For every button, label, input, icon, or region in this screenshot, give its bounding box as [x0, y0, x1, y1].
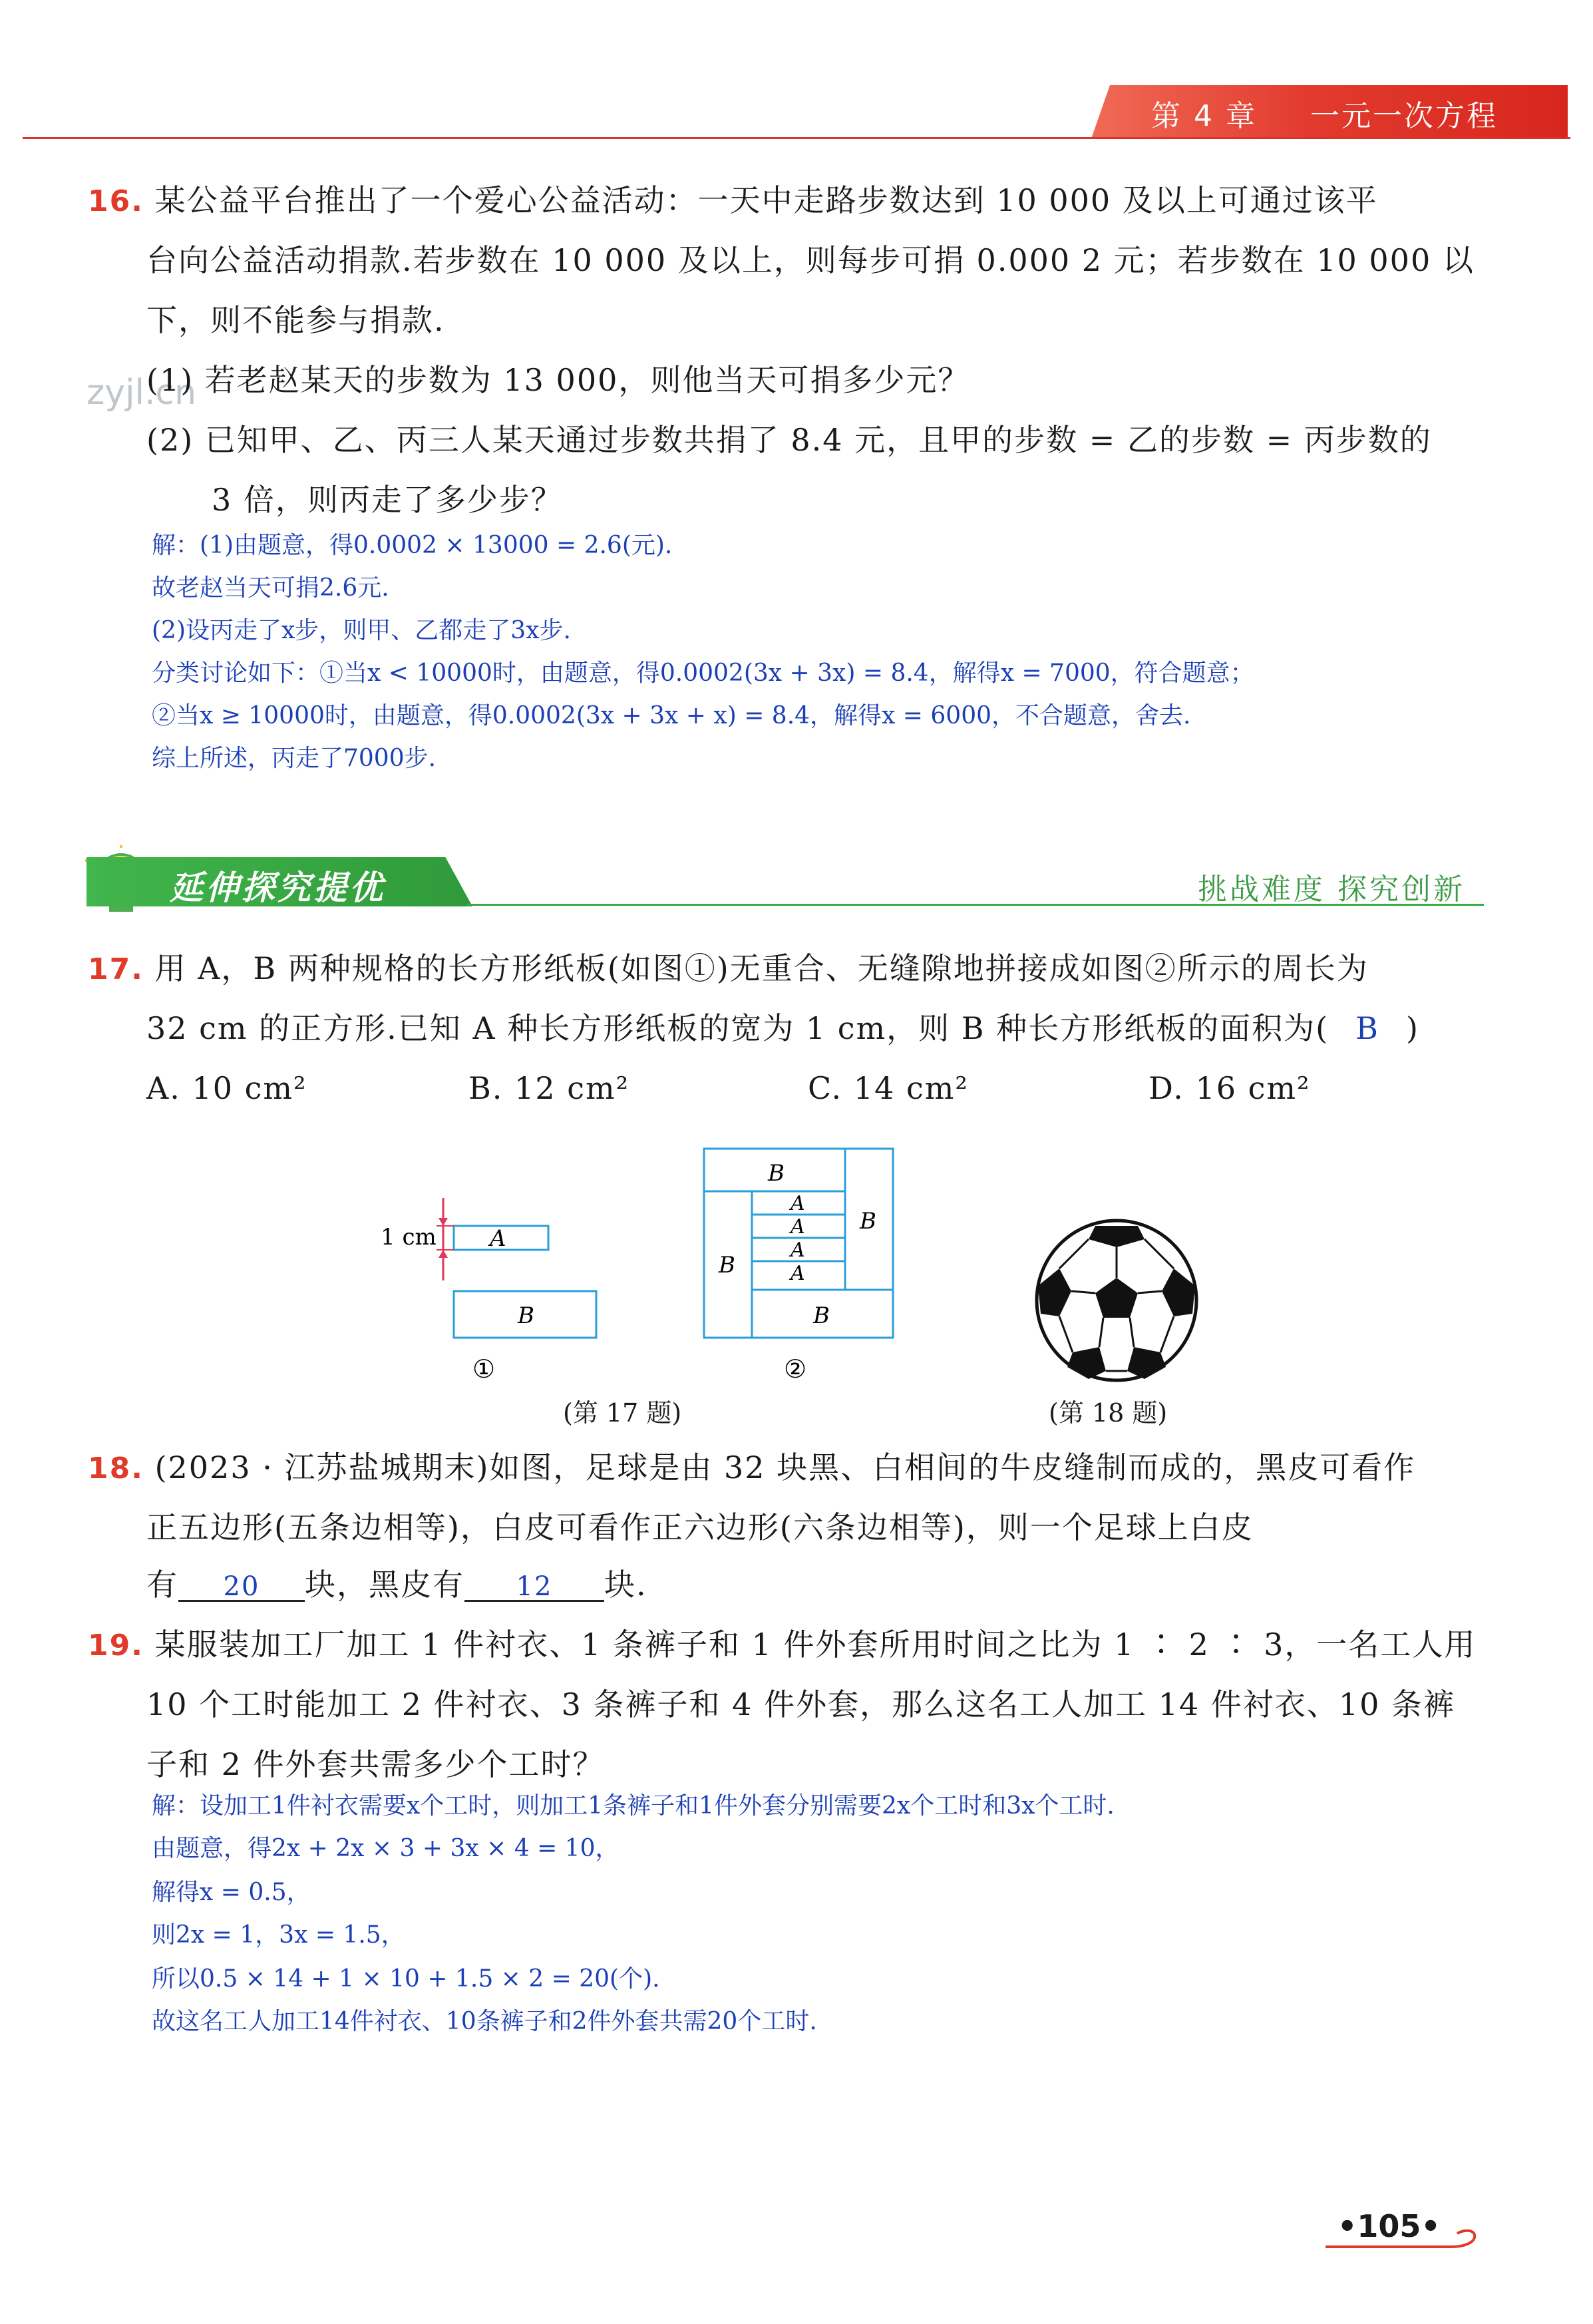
q16-solution-1: 解：(1)由题意，得0.0002 × 13000 = 2.6(元).	[152, 532, 673, 559]
section-subtitle: 挑战难度 探究创新	[1198, 872, 1465, 906]
fig2-label-a-2: A	[791, 1215, 805, 1239]
q19-solution-1: 解：设加工1件衬衣需要x个工时，则加工1条裤子和1件外套分别需要2x个工时和3x个工时.	[152, 1792, 1115, 1820]
q18-stem-3-post: 块.	[604, 1567, 647, 1603]
fig2-label-right: B	[860, 1208, 876, 1235]
q17-answer: B	[1355, 1010, 1379, 1046]
q19-solution-3: 解得x = 0.5，	[152, 1879, 311, 1906]
q19-solution-4: 则2x = 1，3x = 1.5，	[152, 1921, 405, 1949]
fig2-label-a-3: A	[791, 1239, 805, 1262]
section-title: 延伸探究提优	[170, 869, 385, 907]
q17-option-c: C. 14 cm²	[808, 1070, 969, 1106]
q16-solution-4: 分类讨论如下：①当x < 10000时，由题意，得0.0002(3x + 3x) = 8.4，解得x = 7000，符合题意；	[152, 660, 1254, 687]
q16-stem-1: 某公益平台推出了一个爱心公益活动：一天中走路步数达到 10 000 及以上可通过该平	[154, 182, 1378, 218]
q18-caption: (第 18 题)	[1049, 1398, 1168, 1428]
q17-figure-1	[373, 1178, 612, 1398]
q16-stem-2: 台向公益活动捐款.若步数在 10 000 及以上，则每步可捐 0.000 2 元；若步数在 10 000 以	[146, 242, 1475, 278]
q17-option-b: B. 12 cm²	[468, 1070, 630, 1106]
soccer-ball-icon	[1033, 1217, 1200, 1384]
q18-stem-3-mid: 块，黑皮有	[305, 1567, 464, 1603]
q16-solution-6: 综上所述，丙走了7000步.	[152, 745, 437, 772]
q16-number: 16.	[88, 184, 144, 218]
fig2-label-a-1: A	[791, 1192, 805, 1215]
q19-stem-1: 某服装加工厂加工 1 件衬衣、1 条裤子和 1 件外套所用时间之比为 1 ∶ 2 ∶ 3，一名工人用	[154, 1627, 1477, 1662]
fig2-label-bottom: B	[813, 1302, 830, 1329]
fig1-label-b: B	[518, 1302, 534, 1329]
q17-option-d: D. 16 cm²	[1149, 1070, 1311, 1106]
q17-close-paren: )	[1405, 1010, 1419, 1046]
q19-line-1	[88, 1629, 1476, 1660]
q17-line-1	[88, 950, 1369, 986]
q19-number: 19.	[88, 1629, 144, 1662]
q18-stem-2: 正五边形(五条边相等)，白皮可看作正六边形(六条边相等)，则一个足球上白皮	[146, 1509, 1254, 1545]
q16-part-1: (1) 若老赵某天的步数为 13 000，则他当天可捐多少元？	[146, 362, 970, 398]
q16-line-1	[88, 182, 1378, 218]
q16-part-2-line-2: 3 倍，则丙走了多少步？	[212, 482, 563, 518]
header-rule	[23, 137, 1570, 139]
q16-solution-3: (2)设丙走了x步，则甲、乙都走了3x步.	[152, 617, 571, 644]
q17-option-a: A. 10 cm²	[146, 1070, 307, 1106]
chapter-title: 一元一次方程	[1310, 99, 1498, 133]
q17-number: 17.	[88, 952, 144, 986]
fig2-caption: ②	[784, 1354, 807, 1384]
fig1-dim-label: 1 cm	[381, 1224, 437, 1251]
page-number-swoosh-icon	[1324, 2227, 1484, 2253]
q16-solution-2: 故老赵当天可捐2.6元.	[152, 574, 389, 602]
q19-stem-2: 10 个工时能加工 2 件衬衣、3 条裤子和 4 件外套，那么这名工人加工 14 件衬衣、10 条裤	[146, 1686, 1455, 1722]
q17-line-2	[146, 1010, 1419, 1046]
fig2-label-a-4: A	[791, 1262, 805, 1285]
q18-blank-black: 12	[464, 1573, 604, 1602]
q17-stem-2: 32 cm 的正方形.已知 A 种长方形纸板的宽为 1 cm，则 B 种长方形纸板的面积为(	[146, 1010, 1329, 1046]
q18-stem-3-pre: 有	[146, 1567, 178, 1603]
q18-line-3	[146, 1569, 647, 1602]
q16-solution-5: ②当x ≥ 10000时，由题意，得0.0002(3x + 3x + x) = 8.4，解得x = 6000，不合题意，舍去.	[152, 702, 1191, 729]
fig1-label-a: A	[490, 1225, 506, 1252]
chapter-number: 第 4 章	[1151, 99, 1257, 133]
q18-line-1	[88, 1452, 1415, 1483]
fig1-caption: ①	[472, 1354, 496, 1384]
page-number: •105•	[1337, 2208, 1441, 2244]
q17-caption: (第 17 题)	[563, 1398, 682, 1428]
watermark: zyjl.cn	[87, 373, 197, 413]
chapter-header-text	[1151, 92, 1498, 134]
q18-number: 18.	[88, 1452, 144, 1485]
q18-stem-1: (2023 · 江苏盐城期末)如图，足球是由 32 块黑、白相间的牛皮缝制而成的，黑皮可看作	[154, 1450, 1416, 1485]
q17-stem-1: 用 A，B 两种规格的长方形纸板(如图①)无重合、无缝隙地拼接成如图②所示的周长为	[154, 950, 1369, 986]
q17-figure-2	[699, 1143, 905, 1396]
fig2-label-top: B	[768, 1160, 785, 1187]
q19-solution-5: 所以0.5 × 14 + 1 × 10 + 1.5 × 2 = 20(个).	[152, 1965, 660, 1993]
q18-blank-white: 20	[178, 1573, 305, 1602]
q19-solution-2: 由题意，得2x + 2x × 3 + 3x × 4 = 10，	[152, 1835, 620, 1862]
q19-stem-3: 子和 2 件外套共需多少个工时？	[146, 1746, 605, 1782]
q16-part-2-line-1: (2) 已知甲、乙、丙三人某天通过步数共捐了 8.4 元，且甲的步数 = 乙的步数 = 丙步数的	[146, 422, 1432, 458]
q19-solution-6: 故这名工人加工14件衬衣、10条裤子和2件外套共需20个工时.	[152, 2008, 817, 2035]
q16-stem-3: 下，则不能参与捐款.	[146, 302, 445, 338]
fig2-label-left: B	[719, 1252, 735, 1278]
